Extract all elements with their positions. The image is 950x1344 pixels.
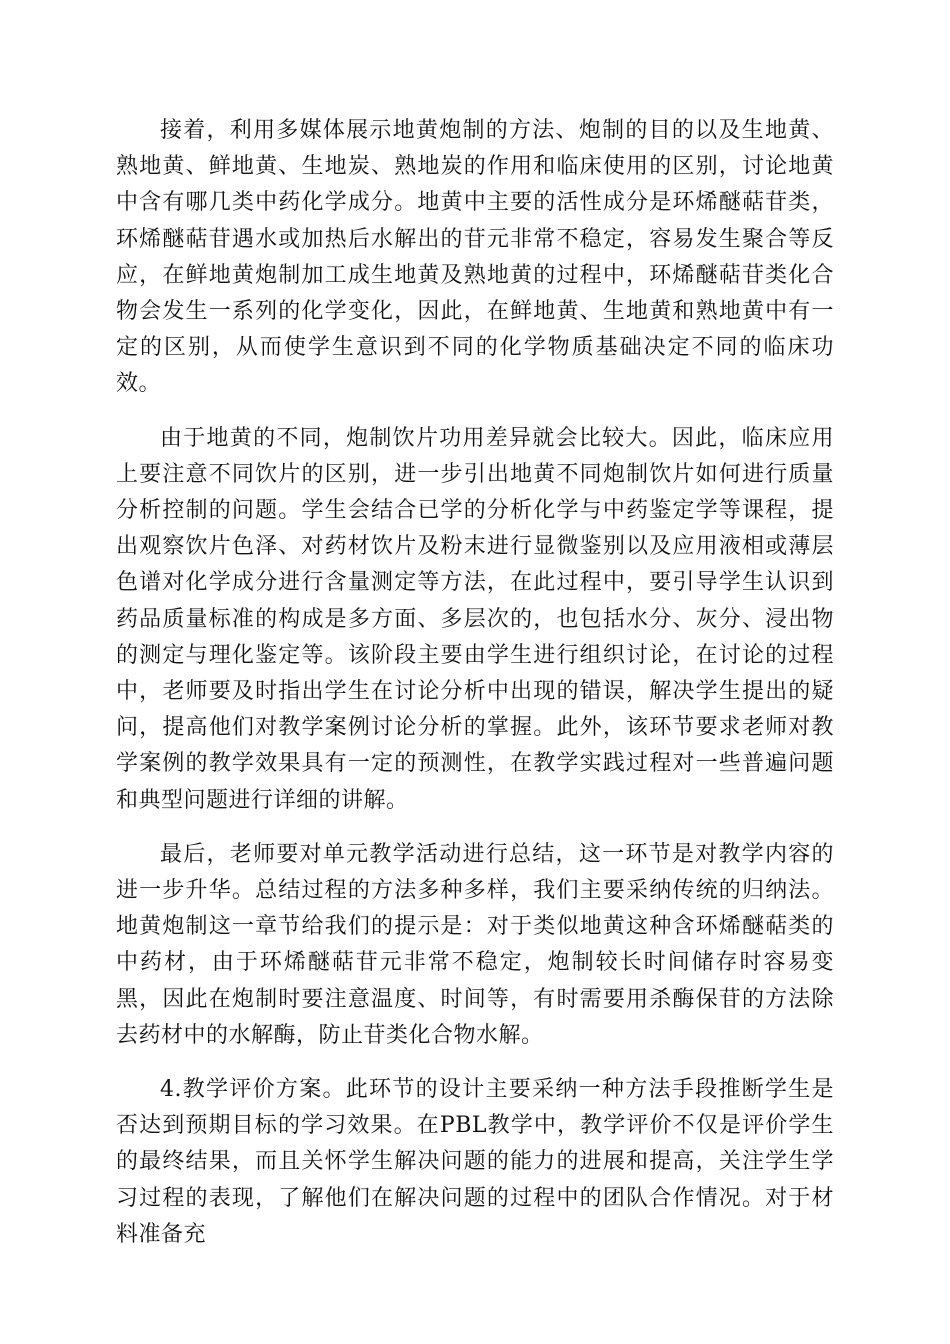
paragraph-summary: 最后，老师要对单元教学活动进行总结，这一环节是对教学内容的进一步升华。总结过程的方法多种多样，我们主要采纳传统的归纳法。地黄炮制这一章节给我们的提示是：对于类似地黄这种含环烯醚萜类的中药材，由于环烯醚萜苷元非常不稳定，炮制较长时间储存时容易变黑，因此在炮制时要注意温度、时间等，有时需要用杀酶保苷的方法除去药材中的水解酶，防止苷类化合物水解。 [116, 841, 834, 1048]
paragraph-processing-methods: 接着，利用多媒体展示地黄炮制的方法、炮制的目的以及生地黄、熟地黄、鲜地黄、生地炭、熟地炭的作用和临床使用的区别，讨论地黄中含有哪几类中药化学成分。地黄中主要的活性成分是环烯醚萜苷类，环烯醚萜苷遇水或加热后水解出的苷元非常不稳定，容易发生聚合等反应，在鲜地黄炮制加工成生地黄及熟地黄的过程中，环烯醚萜苷类化合物会发生一系列的化学变化，因此，在鲜地黄、生地黄和熟地黄中有一定的区别，从而使学生意识到不同的化学物质基础决定不同的临床功效。 [116, 118, 834, 397]
paragraph-evaluation-plan: 4.教学评价方案。此环节的设计主要采纳一种方法手段推断学生是否达到预期目标的学习效果。在PBL教学中，教学评价不仅是评价学生的最终结果，而且关怀学生解决问题的能力的进展和提高，关注学生学习过程的表现，了解他们在解决问题的过程中的团队合作情况。对于材料准备充 [116, 1077, 834, 1247]
document-body [116, 113, 834, 1271]
paragraph-quality-control: 由于地黄的不同，炮制饮片功用差异就会比较大。因此，临床应用上要注意不同饮片的区别，进一步引出地黄不同炮制饮片如何进行质量分析控制的问题。学生会结合已学的分析化学与中药鉴定学等课程，提出观察饮片色泽、对药材饮片及粉末进行显微鉴别以及应用液相或薄层色谱对化学成分进行含量测定等方法，在此过程中，要引导学生认识到药品质量标准的构成是多方面、多层次的，也包括水分、灰分、浸出物的测定与理化鉴定等。该阶段主要由学生进行组织讨论，在讨论的过程中，老师要及时指出学生在讨论分析中出现的错误，解决学生提出的疑问，提高他们对教学案例讨论分析的掌握。此外，该环节要求老师对教学案例的教学效果具有一定的预测性，在教学实践过程对一些普遍问题和典型问题进行详细的讲解。 [116, 425, 834, 813]
